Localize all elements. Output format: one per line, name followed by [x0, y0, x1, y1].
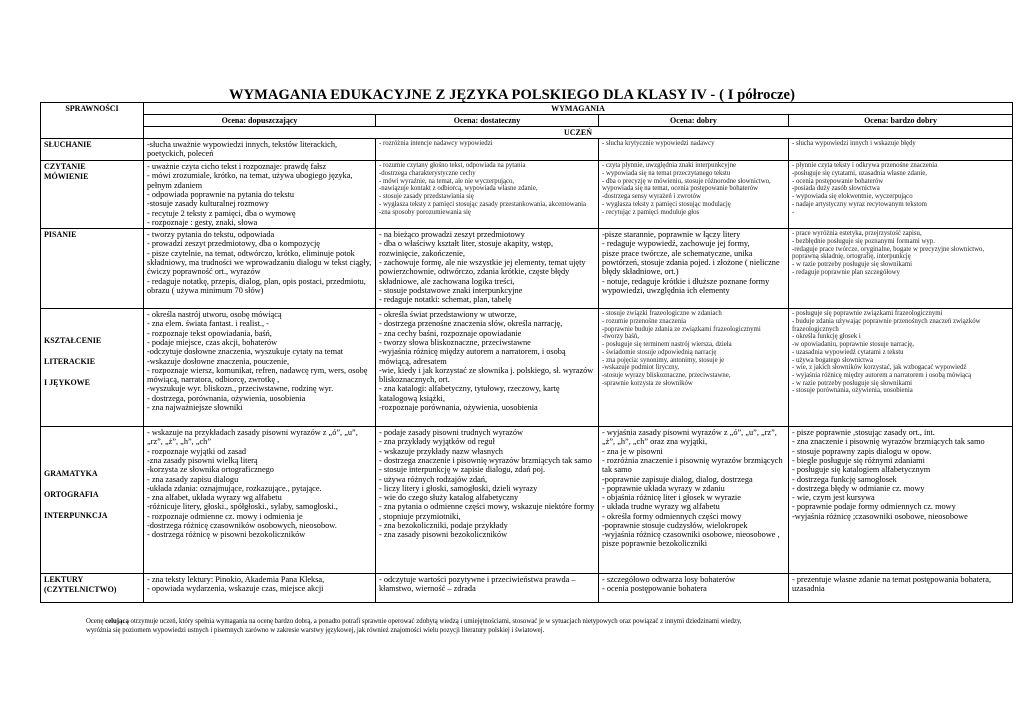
table-row	[41, 139, 1013, 161]
requirement-cell	[789, 229, 1013, 309]
requirement-line: - wypowiada się na temat przeczytanego tekstu	[602, 169, 731, 177]
requirement-line: - tworzy pytania do tekstu, odpowiada	[147, 230, 275, 240]
requirement-line: - rozpoznaje wiersz, komunikat, refren, nadawcę rym, wers, osobę mówiącą, narratora, odbiorcę, zwrotkę ,	[147, 365, 368, 385]
header-uczen: UCZEŃ	[144, 127, 1013, 139]
requirement-line: - stosuje podstawowe znaki interpunkcyjne	[379, 285, 523, 295]
requirement-line: - recytując z pamięci moduluje głos	[602, 208, 700, 216]
requirement-line: - poprawnie układa wyrazy w zdaniu	[602, 483, 725, 493]
requirement-line: - określa formy odmiennych części mowy	[602, 511, 742, 521]
table-row	[41, 427, 1013, 574]
requirement-line: -odczytuje dosłowne znaczenia, wyszukuje cytaty na temat	[147, 347, 344, 357]
requirement-line: -stosuje wyrazy bliskoznaczne, przeciwstawne,	[602, 371, 731, 379]
requirement-cell	[599, 309, 789, 427]
requirement-line: - prezentuje własne zdanie na temat postępowania bohatera, uzasadnia	[792, 575, 992, 594]
requirement-line: - zna katalogi: alfabetyczny, tytułowy, rzeczowy, kartę katalogową książki,	[379, 384, 560, 403]
requirement-line: - tworzy słowa bliskoznaczne, przeciwstawne	[379, 337, 531, 347]
requirement-line: -poprawnie stosuje cudzysłów, wielokropek	[602, 520, 748, 530]
requirement-line: -redaguje prace twórcze, oryginalne, bogate w precyzyjne słownictwo, poprawną składnię, ortografię, interpunkcję	[792, 245, 985, 261]
requirement-line: - redaguje notatkę, przepis, dialog, plan, opis postaci, przedmiotu, obrazu ( używa minimum 70 słów)	[147, 276, 366, 295]
requirement-line: - stosuje zasady przedstawiania się	[379, 193, 474, 201]
requirement-line: - mówi zrozumiale, krótko, na temat, używa ubogiego języka, pełnym zdaniem	[147, 171, 353, 190]
header-grade-dopuszczajacy: Ocena: dopuszczający	[144, 115, 376, 127]
requirement-line: -zna zasady pisowni wielką literą	[147, 455, 258, 465]
row-label-pisanie	[41, 229, 144, 309]
requirement-line: - mówi wyraźnie, na temat, ale nie wyczerpująco,	[379, 177, 515, 185]
requirement-cell	[789, 427, 1013, 574]
requirement-line: -pisze starannie, poprawnie w łączy litery	[602, 230, 741, 240]
requirement-line: - świadomie stosuje odpowiednią narrację	[602, 348, 717, 356]
requirement-line: - rozumie przenośne znaczenia	[602, 317, 686, 325]
requirement-line: - rozpoznaje : gesty, znaki, słowa	[147, 217, 258, 227]
requirement-line: - zna przykłady wyjątków od reguł	[379, 437, 495, 447]
requirement-line: - podaje miejsce, czas akcji, bohaterów	[147, 337, 278, 347]
requirement-line: - zna zasady zapisu dialogu	[147, 474, 239, 484]
requirement-line: - zna elem. świata fantast. i realist., -	[147, 319, 269, 329]
requirement-line: - zna znaczenie i pisownię wyrazów brzmiących tak samo	[792, 437, 985, 447]
row-label-line: LEKTURY	[44, 575, 84, 585]
requirement-line: - stosuje związki frazeologiczne w zdaniach	[602, 310, 722, 318]
requirement-line: -dostrzega sensy wyrażeń i zwrotów	[602, 193, 701, 201]
requirement-line: - dostrzega znaczenie i pisownię wyrazów brzmiących tak samo	[379, 455, 592, 465]
row-label-sluchanie	[41, 139, 144, 161]
requirement-line: - odczytuje wartości pozytywne i przeciwieństwa prawda – kłamstwo, wierność – zdrada	[379, 575, 576, 594]
requirement-line: - redaguje wypowiedź, zachowuje jej formy,	[602, 239, 750, 249]
requirement-line: - dostrzega różnicę w pisowni bezokoliczników	[147, 530, 306, 540]
requirement-line: - posługuje się katalogiem alfabetycznym	[792, 465, 931, 475]
requirement-line: - ocenia postępowanie bohaterów	[792, 177, 884, 185]
footnote-bold: celującą	[105, 618, 129, 625]
requirement-line: -rozpoznaje porównania, ożywienia, uosobienia	[379, 402, 538, 412]
requirement-line: - czyta płynnie, uwzględnia znaki interpunkcyjne	[602, 162, 736, 170]
requirement-line: - wypowiada się elokwentnie, wyczerpująco	[792, 193, 913, 201]
requirement-line: -wskazuje podmiot liryczny,	[602, 364, 680, 372]
requirement-line: - dba o właściwy kształt liter, stosuje akapity, wstęp, rozwinięcie, zakończenie,	[379, 239, 554, 258]
requirement-line: - posługuje się poprawnie związkami frazeologicznymi	[792, 310, 943, 318]
requirement-line: -wyjaśnia różnicę między autorem a narratorem, i osobą mówiącą, adresatem	[379, 347, 566, 366]
requirement-line: - rozpoznaje tekst opowiadania, baśń,	[147, 328, 272, 338]
requirement-cell	[789, 309, 1013, 427]
table-row	[41, 229, 1013, 309]
header-sprawnosci: SPRAWNOŚCI	[41, 103, 144, 139]
requirement-line: -wskazuje dosłowne znaczenia, pouczenie,	[147, 356, 290, 366]
requirement-line: - wie, z jakich słowników korzystać, jak wzbogacać wypowiedź	[792, 364, 967, 372]
requirement-line: -korzysta ze słownika ortograficznego	[147, 465, 274, 475]
requirement-line: - ocenia postępowanie bohatera	[602, 584, 707, 594]
requirement-line: - rozumie czytany głośno tekst, odpowiada na pytania	[379, 162, 526, 170]
requirement-line: -posługuje się cytatami, uzasadnia własne zdanie,	[792, 169, 927, 177]
requirement-line: - określa świat przedstawiony w utworze,	[379, 310, 517, 320]
requirement-cell	[376, 229, 599, 309]
requirement-line: - rozróżnia znaczenie i pisownię wyrazów brzmiących tak samo	[602, 455, 783, 475]
requirement-line: - zna zasady pisowni bezokoliczników	[379, 530, 508, 540]
footnote-text-2: wyróżnia się poziomem wypowiedzi ustnych i pisemnych zarówno w zakresie warstwy językowej, jak również znajomości wielu pozycji literatury polskiej i światowej.	[86, 626, 545, 634]
requirement-cell	[376, 139, 599, 161]
table-row	[41, 309, 1013, 427]
row-label-line: GRAMATYKA	[44, 468, 98, 478]
requirement-line: - opowiada wydarzenia, wskazuje czas, miejsce akcji	[147, 584, 324, 594]
requirement-cell	[144, 229, 376, 309]
requirement-line: - wskazuje przykłady nazw własnych	[379, 446, 503, 456]
requirement-cell	[144, 161, 376, 229]
requirement-cell	[599, 229, 789, 309]
requirement-line: - szczegółowo odtwarza losy bohaterów	[602, 575, 736, 585]
requirement-cell	[599, 427, 789, 574]
row-label-line: SŁUCHANIE	[44, 140, 92, 150]
requirement-line: - zna je w pisowni	[602, 446, 663, 456]
requirement-line: - zna cechy baśni, rozpoznaje opowiadanie	[379, 328, 522, 338]
requirement-line: - pisze poprawnie ,stosując zasady ort., int.	[792, 428, 935, 438]
requirement-line: - wskazuje na przykładach zasady pisowni wyrazów z „ó”, „u”, „rz”, „ż”, „h”, „ch”	[147, 428, 358, 447]
row-label-ksztalcenie	[41, 309, 144, 427]
requirement-line: - słucha krytycznie wypowiedzi nadawcy	[602, 140, 715, 148]
row-label-line: ORTOGRAFIA	[44, 489, 99, 499]
requirement-line: -stosuje zasady kulturalnej rozmowy	[147, 199, 269, 209]
requirement-line: - zna najważniejsze słowniki	[147, 402, 243, 412]
requirement-line: - zna pytania o odmienne części mowy, wskazuje niektóre formy , stopniuje przymiotniki,	[379, 502, 595, 521]
footnote-prefix: Ocenę	[86, 618, 106, 625]
requirement-cell	[144, 427, 376, 574]
row-label-line: KSZTAŁCENIE	[44, 336, 102, 346]
requirement-line: -tworzy baśń,	[602, 333, 639, 341]
requirement-cell	[789, 139, 1013, 161]
requirement-line: - zna teksty lektury: Pinokio, Akademia Pana Kleksa,	[147, 575, 325, 585]
requirement-line: - określa nastrój utworu, osobę mówiącą	[147, 310, 282, 320]
requirement-line: - rozpoznaje wyjątki od zasad	[147, 446, 247, 456]
requirement-line: - wie do czego służy katalog alfabetyczny	[379, 493, 519, 503]
requirement-cell	[789, 574, 1013, 603]
requirement-line: -sprawnie korzysta ze słowników	[602, 379, 693, 387]
requirement-line: -	[792, 208, 795, 216]
requirement-line: - biegle posługuje się różnymi zdaniami	[792, 455, 925, 465]
requirement-line: - zachowuje formę, ale nie wszystkie jej elementy, temat ujęty powierzchownie, odtwórczo, zdania krótkie, częste błędy składniowe, ale zachowana logika treści,	[379, 257, 586, 286]
requirement-line: - pisze czytelnie, na temat, odtwórczo, krótko, eliminuje potok składniowy, ma trudności we wprowadzaniu dialogu w tekst ciągły, ćwiczy poprawność ort., wyrazów	[147, 248, 372, 277]
requirement-line: - w razie potrzeby posługuje się słownikami	[792, 261, 913, 269]
requirement-line: - rozróżnia intencje nadawcy wypowiedzi	[379, 140, 493, 148]
table-row	[41, 161, 1013, 229]
requirement-cell	[376, 161, 599, 229]
requirement-line: - nadaje artystyczny wyraz recytowanym tekstom	[792, 200, 927, 208]
requirement-line: -wie, kiedy i jak korzystać ze słownika j. polskiego, sł. wyrazów bliskoznacznych, ort.	[379, 365, 594, 385]
requirement-line: - podaje zasady pisowni trudnych wyrazów	[379, 428, 524, 438]
requirement-line: -wyjaśnia różnicę czasowniki osobowe, nieosobowe , pisze poprawnie bezokoliczniki	[602, 530, 780, 549]
requirement-line: - zna bezokoliczniki, podaje przykłady	[379, 520, 508, 530]
requirement-line: - prace wyróżnia estetyka, przejrzystość zapisu,	[792, 230, 922, 238]
row-label-czytanie-mowienie	[41, 161, 144, 229]
requirement-line: -zna sposoby porozumiewania się	[379, 208, 471, 216]
requirement-line: - płynnie czyta teksty i odkrywa przenośne znaczenia	[792, 162, 938, 170]
requirement-line: - uważnie czyta cicho tekst i rozpoznaje: prawdę fałsz	[147, 162, 327, 172]
requirement-cell	[789, 161, 1013, 229]
requirement-line: - w razie potrzeby posługuje się słownikami	[792, 379, 913, 387]
footnote	[86, 618, 986, 636]
requirement-cell	[144, 139, 376, 161]
requirement-line: -posiada duży zasób słownictwa	[792, 185, 880, 193]
row-label-line: LITERACKIE	[44, 357, 96, 367]
requirement-line: - notuje, redaguje krótkie i dłuższe poznane formy wypowiedzi, uwzględnia ich elementy	[602, 276, 770, 295]
requirement-cell	[144, 574, 376, 603]
requirement-line: - używa bogatego słownictwa	[792, 356, 873, 364]
requirement-line: -różnicuje litery, głoski., spółgłoski., sylaby, samogłoski.,	[147, 502, 338, 512]
requirement-line: -słucha uważnie wypowiedzi innych, tekstów literackich, poetyckich, poleceń	[147, 140, 338, 159]
requirement-line: - określa funkcję głosek i	[792, 333, 861, 341]
requirement-line: -poprawnie zapisuje dialog, dialog, dostrzega	[602, 474, 753, 484]
requirement-line: -wyszukuje wyr. bliskozn., przeciwstawne, rodzinę wyr.	[147, 384, 334, 394]
requirement-line: - słucha wypowiedzi innych i wskazuje błędy	[792, 140, 916, 148]
requirement-line: - układa trudne wyrazy wg alfabetu	[602, 502, 720, 512]
requirement-line: - stosuje poprawny zapis dialogu w opow.	[792, 446, 932, 456]
header-wymagania: WYMAGANIA	[144, 103, 1013, 115]
requirement-line: - uzasadnia wypowiedź cytatami z tekstu	[792, 348, 904, 356]
requirement-line: - dostrzega, porównania, ożywienia, uosobienia	[147, 393, 306, 403]
requirement-line: - posługuje się terminem nastrój wiersza, dzieła	[602, 341, 732, 349]
page-title: WYMAGANIA EDUKACYJNE Z JĘZYKA POLSKIEGO DLA KLASY IV - ( I półrocze)	[228, 87, 796, 103]
requirement-line: - używa różnych rodzajów zdań,	[379, 474, 488, 484]
row-label-line: PISANIE	[44, 230, 77, 240]
requirement-line: - stosuje interpunkcję w zapisie dialogu, zdań poj.	[379, 465, 546, 475]
requirement-line: -dostrzega różnicę czasowników osobowych, nieosobow.	[147, 520, 337, 530]
requirement-line: -dostrzega charakterystyczne cechy	[379, 169, 476, 177]
requirement-line: - poprawnie podaje formy odmiennych cz. mowy	[792, 502, 956, 512]
requirement-line: - dostrzega przenośne znaczenia słów, określa narrację,	[379, 319, 563, 329]
requirement-line: - prowadzi zeszyt przedmiotowy, dba o kompozycję	[147, 239, 320, 249]
row-label-line: CZYTANIE	[44, 162, 86, 172]
requirement-line: -wyjaśnia różnicę ;czasowniki osobowe, nieosobowe	[792, 511, 968, 521]
requirement-line: -układa zdania: oznajmujące, rozkazujące., pytające.	[147, 483, 322, 493]
requirement-line: - liczy litery i głoski, samogłoski, dzieli wyrazy	[379, 483, 538, 493]
requirement-line: - wygłasza teksty z pamięci stosując modulację	[602, 200, 731, 208]
requirement-cell	[376, 309, 599, 427]
requirement-line: - wie, czym jest kursywa	[792, 493, 875, 503]
row-label-lektury	[41, 574, 144, 603]
header-grade-bardzo-dobry: Ocena: bardzo dobry	[789, 115, 1013, 127]
requirement-line: - rozpoznaje odmienne cz. mowy i odmienia je	[147, 511, 303, 521]
requirement-line: -poprawnie buduje zdania ze związkami frazeologicznymi	[602, 325, 761, 333]
requirement-line: - dostrzega błędy w odmianie cz. mowy	[792, 483, 925, 493]
requirement-cell	[599, 161, 789, 229]
requirement-cell	[599, 139, 789, 161]
requirement-line: - stosuje porównania, ożywienia, uosobienia	[792, 387, 913, 395]
row-label-line: I JĘYKOWE	[44, 378, 91, 388]
footnote-text-1: otrzymuje uczeń, który spełnia wymagania na ocenę bardzo dobrą, a ponadto potrafi sprawnie operować zdobytą wiedzą i umiejętnościami, stosować je w sytuacjach nietypowych oraz powiązać z innymi dziedzinami wiedzy,	[128, 618, 742, 625]
requirement-line: - bezbłędnie posługuje się poznanymi formami wyp.	[792, 237, 935, 245]
requirement-line: - recytuje 2 teksty z pamięci, dba o wymowę	[147, 208, 296, 218]
requirement-line: - zna pojęcia: synonimy, antonimy, stosuje je	[602, 356, 725, 364]
requirements-table	[40, 102, 1013, 603]
row-label-gramatyka	[41, 427, 144, 574]
row-label-line: MÓWIENIE	[44, 172, 89, 182]
requirement-line: - redaguje poprawnie plan szczegółowy	[792, 268, 900, 276]
row-label-line: (CZYTELNICTWO)	[44, 585, 117, 595]
row-label-line: INTERPUNKCJA	[44, 510, 108, 520]
requirement-line: -nawiązuje kontakt z odbiorcą, wypowiada własne zdanie,	[379, 185, 538, 193]
requirement-line: - redaguje notatki: schemat, plan, tabelę	[379, 295, 512, 305]
header-grade-dostateczny: Ocena: dostateczny	[376, 115, 599, 127]
requirement-line: - wygłasza teksty z pamięci stosując zasady przestankowania, akcentowania	[379, 200, 587, 208]
header-grade-dobry: Ocena: dobry	[599, 115, 789, 127]
requirement-line: - dostrzega funkcję samogłosek	[792, 474, 897, 484]
requirement-line: - wyjaśnia zasady pisowni wyrazów z „ó”, „u”, „rz”, „ż”, „h”, „ch” oraz zna wyjątki,	[602, 428, 777, 447]
requirement-line: - na bieżąco prowadzi zeszyt przedmiotowy	[379, 230, 525, 240]
requirement-line: - zna alfabet, układa wyrazy wg alfabetu	[147, 493, 282, 503]
requirement-line: - dba o precyzję w mówieniu, stosuje różnorodne słownictwo, wypowiada się na temat, ocenia postępowanie bohaterów	[602, 177, 771, 193]
requirement-line: pisze prace twórcze, ale schematyczne, unika powtórzeń, stosuje zdania pojed. i złożone ( nieliczne błędy składniowe, ort.)	[602, 248, 780, 277]
requirement-line: -w opowiadaniu, poprawnie stosuje narrację,	[792, 341, 914, 349]
requirement-cell	[144, 309, 376, 427]
requirement-cell	[599, 574, 789, 603]
requirement-line: - odpowiada poprawnie na pytania do tekstu	[147, 189, 294, 199]
requirement-line: - objaśnia różnicę liter i głosek w wyrazie	[602, 493, 741, 503]
table-row	[41, 574, 1013, 603]
requirement-cell	[376, 574, 599, 603]
requirement-line: - buduje zdania używając poprawnie przenośnych znaczeń związków frazeologicznych	[792, 317, 981, 333]
requirement-line: - wyjaśnia różnicę między autorem a narratorem i osobą mówiącą	[792, 371, 972, 379]
requirement-cell	[376, 427, 599, 574]
